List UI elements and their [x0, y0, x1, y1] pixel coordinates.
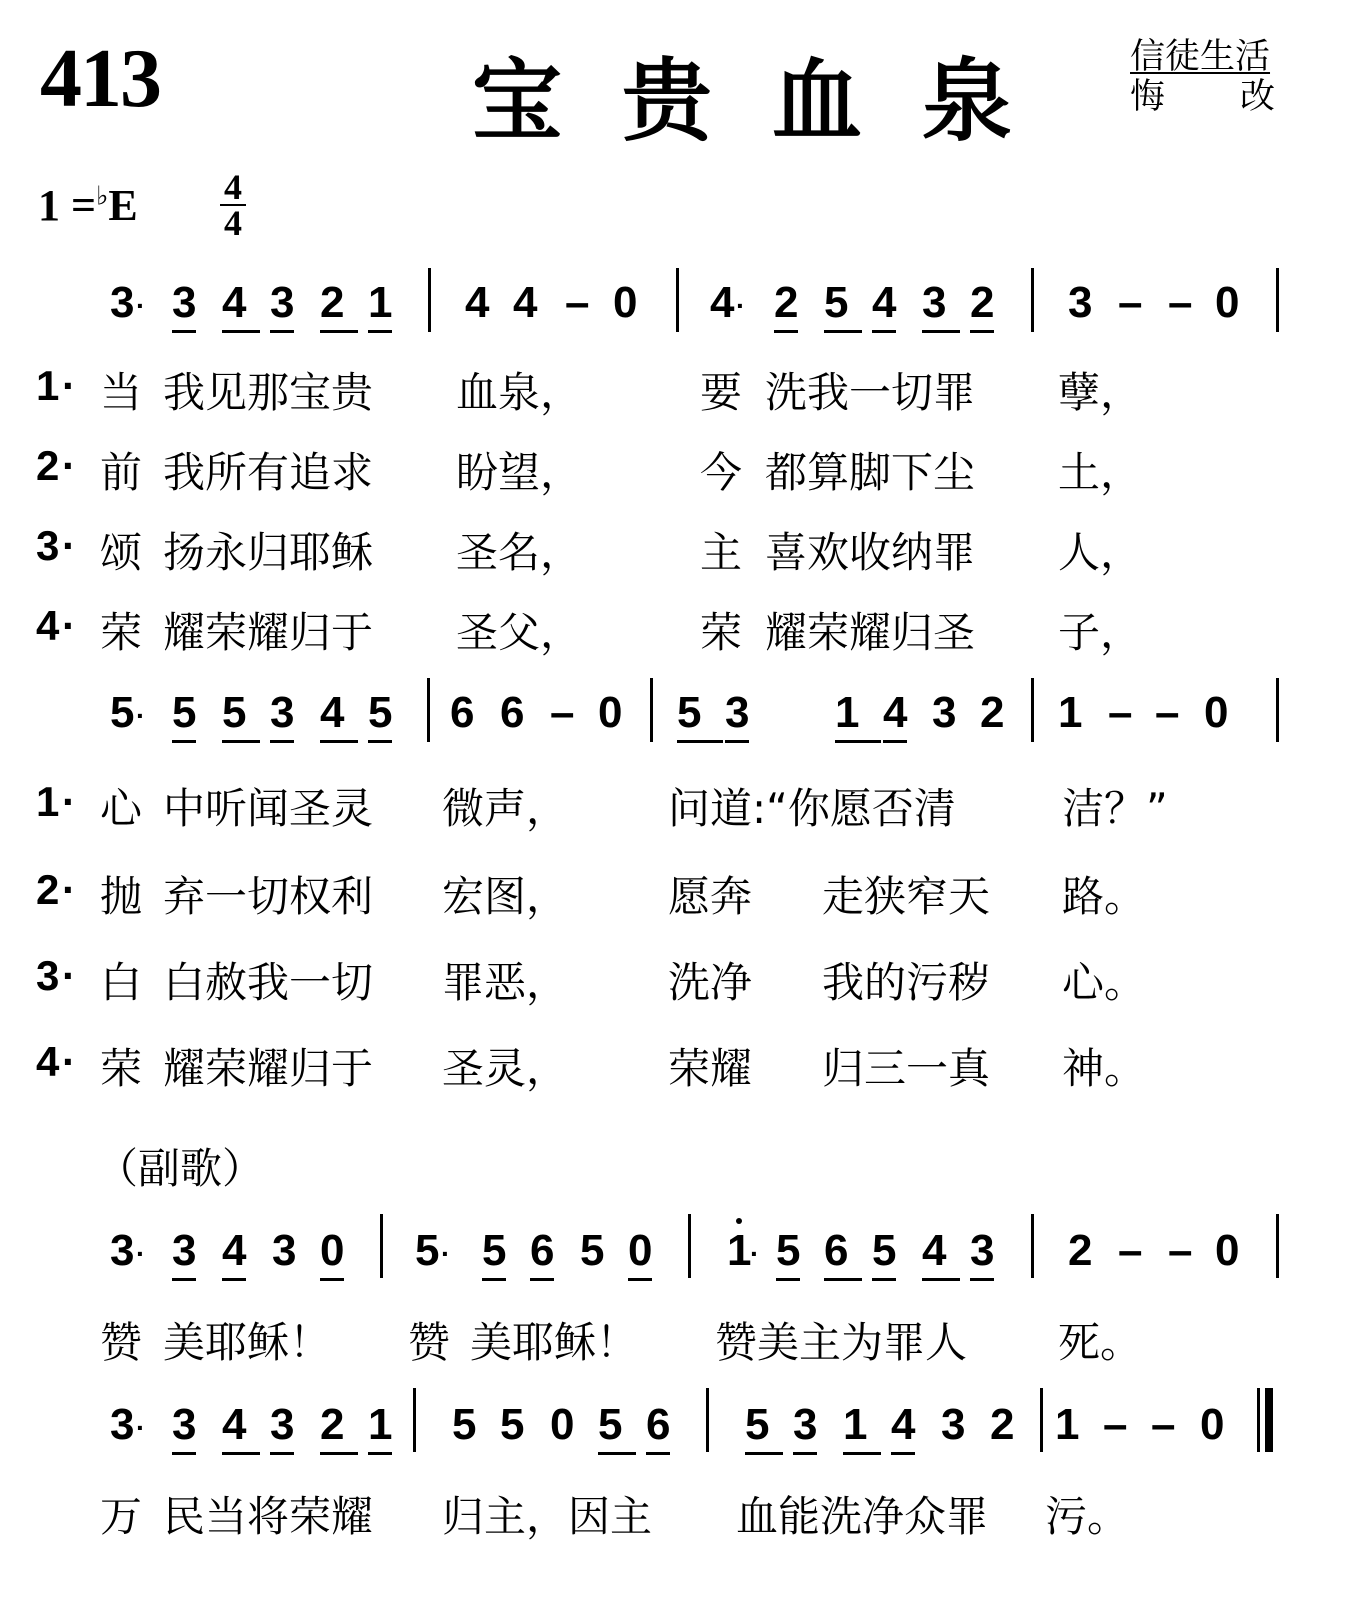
- lyric: 扬永归耶稣: [163, 528, 374, 577]
- rest: 0: [1200, 1400, 1225, 1449]
- lyric: 土，: [1058, 448, 1143, 497]
- lyric: 愿奔: [668, 872, 753, 921]
- lyric: 我见那宝贵: [163, 368, 374, 417]
- dash: –: [1155, 688, 1180, 737]
- key-prefix: 1 =: [38, 181, 97, 230]
- lyric: 白赦我一切: [163, 958, 374, 1007]
- lyric: 民当将荣耀: [163, 1492, 374, 1541]
- bar-line: [1031, 678, 1034, 742]
- lyric: 抛: [100, 872, 143, 921]
- note: 5: [677, 688, 723, 743]
- hymn-title: 宝贵血泉: [472, 49, 1072, 154]
- dot: ·: [441, 1238, 451, 1269]
- rest: 0: [613, 278, 638, 327]
- note: 2: [320, 278, 358, 333]
- lyric: 宏图，: [442, 872, 569, 921]
- note: 6: [450, 688, 475, 737]
- lyric: 都算脚下尘: [765, 448, 976, 497]
- bar-line: [413, 1388, 416, 1452]
- note: 1: [835, 688, 881, 743]
- bar-line: [650, 678, 653, 742]
- note: 4: [222, 1400, 260, 1455]
- dash: –: [1151, 1400, 1176, 1449]
- note: 5: [172, 688, 196, 743]
- note: 2: [990, 1400, 1015, 1449]
- rest: 0: [598, 688, 623, 737]
- dash: –: [1168, 1226, 1193, 1275]
- note: 3: [793, 1400, 817, 1455]
- note: 5: [482, 1226, 506, 1281]
- note: 3: [270, 688, 294, 743]
- verse-dot: ·: [62, 1038, 76, 1085]
- dash: –: [1118, 1226, 1143, 1275]
- note: 5: [776, 1226, 800, 1281]
- lyric: 洁？”: [1062, 784, 1168, 833]
- bar-line: [706, 1388, 709, 1452]
- lyric: 颂: [100, 528, 143, 577]
- dot: ·: [136, 1412, 146, 1443]
- note: 3: [1068, 278, 1093, 327]
- note: 4: [872, 278, 896, 333]
- note: 5: [598, 1400, 636, 1455]
- note: 1: [368, 1400, 392, 1455]
- verse-number: 3: [36, 952, 60, 999]
- dash: –: [565, 278, 590, 327]
- note: 3: [172, 1226, 196, 1281]
- lyric: 荣: [100, 608, 143, 657]
- lyric: 赞: [100, 1318, 143, 1367]
- note: 4: [465, 278, 490, 327]
- dash: –: [1108, 688, 1133, 737]
- note: 4: [922, 1226, 960, 1281]
- note: 4: [320, 688, 358, 743]
- bar-line: [427, 678, 430, 742]
- note: 1: [1055, 1400, 1080, 1449]
- bar-line: [1031, 268, 1034, 332]
- bar-line: [1031, 1214, 1034, 1278]
- note: 5: [222, 688, 260, 743]
- note: 4: [710, 278, 735, 327]
- note: 5: [368, 688, 392, 743]
- note: 4: [222, 278, 260, 333]
- hymn-number: 413: [40, 32, 160, 125]
- time-bottom: 4: [224, 203, 242, 243]
- lyric: 耀荣耀归圣: [765, 608, 976, 657]
- note-high-octave: 1: [727, 1226, 752, 1275]
- note: 6: [530, 1226, 554, 1281]
- lyric: 神。: [1062, 1044, 1147, 1093]
- lyric: 喜欢收纳罪: [765, 528, 976, 577]
- verse-number: 2: [36, 866, 60, 913]
- note: 4: [222, 1226, 246, 1281]
- note: 2: [320, 1400, 358, 1455]
- lyric: 孽，: [1058, 368, 1143, 417]
- rest: 0: [1215, 278, 1240, 327]
- final-bar-thin: [1257, 1388, 1260, 1452]
- note: 3: [970, 1226, 994, 1281]
- verse-dot: ·: [62, 362, 76, 409]
- lyric: 心。: [1062, 958, 1147, 1007]
- note: 2: [970, 278, 994, 333]
- time-top: 4: [224, 167, 242, 207]
- verse-number: 4: [36, 1038, 60, 1085]
- rest: 0: [1204, 688, 1229, 737]
- dot: ·: [750, 1238, 760, 1269]
- note: 1: [843, 1400, 881, 1455]
- note: 3: [270, 1400, 294, 1455]
- final-bar-thick: [1265, 1388, 1273, 1452]
- note: 5: [415, 1226, 440, 1275]
- note: 3: [270, 278, 294, 333]
- lyric: 我所有追求: [163, 448, 374, 497]
- lyric: 血能洗净众罪: [736, 1492, 989, 1541]
- bar-line: [676, 268, 679, 332]
- lyric: 洗我一切罪: [765, 368, 976, 417]
- lyric: 白: [100, 958, 143, 1007]
- lyric: 圣父，: [456, 608, 583, 657]
- lyric: 血泉，: [456, 368, 583, 417]
- lyric: 路。: [1062, 872, 1147, 921]
- note: 5: [452, 1400, 477, 1449]
- lyric: 死。: [1058, 1318, 1143, 1367]
- note: 3: [941, 1400, 966, 1449]
- bar-line: [1040, 1388, 1043, 1452]
- lyric: 归三一真: [822, 1044, 991, 1093]
- rest: 0: [628, 1226, 652, 1281]
- lyric: 当: [100, 368, 143, 417]
- bar-line: [428, 268, 431, 332]
- credit-adapt-second: 改: [1240, 77, 1276, 117]
- lyric: 污。: [1045, 1492, 1130, 1541]
- lyric: 圣名，: [456, 528, 583, 577]
- lyric: 中听闻圣灵: [163, 784, 374, 833]
- note: 3: [922, 278, 960, 333]
- lyric: 赞美主为罪人: [715, 1318, 968, 1367]
- note: 5: [110, 688, 135, 737]
- note: 2: [980, 688, 1005, 737]
- note: 3: [172, 1400, 196, 1455]
- lyric: 主: [700, 528, 743, 577]
- time-signature: [218, 167, 248, 243]
- lyric: 赞: [408, 1318, 451, 1367]
- dash: –: [1118, 278, 1143, 327]
- dot: ·: [136, 700, 146, 731]
- bar-line: [380, 1214, 383, 1278]
- note: 4: [883, 688, 907, 743]
- lyric: 耀荣耀归于: [163, 1044, 374, 1093]
- verse-number: 3: [36, 522, 60, 569]
- lyric: 耀荣耀归于: [163, 608, 374, 657]
- verse-dot: ·: [62, 778, 76, 825]
- flat-accidental: ♭: [96, 181, 109, 211]
- verse-number: 2: [36, 442, 60, 489]
- lyric: 要: [700, 368, 743, 417]
- note: 3: [110, 278, 135, 327]
- note: 5: [872, 1226, 896, 1281]
- lyric: 盼望，: [456, 448, 583, 497]
- bar-line: [1276, 1214, 1279, 1278]
- rest: 0: [320, 1226, 344, 1281]
- lyric: 我的污秽: [822, 958, 991, 1007]
- note: 3: [110, 1226, 135, 1275]
- note: 2: [774, 278, 798, 333]
- note: 4: [513, 278, 538, 327]
- verse-dot: ·: [62, 952, 76, 999]
- dot: ·: [136, 1238, 146, 1269]
- lyric: 圣灵，: [442, 1044, 569, 1093]
- verse-number: 1: [36, 778, 60, 825]
- verse-dot: ·: [62, 442, 76, 489]
- verse-number: 4: [36, 602, 60, 649]
- note: 3: [110, 1400, 135, 1449]
- lyric: 洗净: [668, 958, 753, 1007]
- dot: ·: [736, 290, 746, 321]
- lyric: 归主，因主: [442, 1492, 653, 1541]
- rest: 0: [1215, 1226, 1240, 1275]
- rest: 0: [550, 1400, 575, 1449]
- bar-line: [1276, 678, 1279, 742]
- chorus-label: （副歌）: [96, 1144, 265, 1193]
- verse-dot: ·: [62, 602, 76, 649]
- note: 4: [891, 1400, 915, 1455]
- key-signature: [38, 180, 138, 231]
- note: 6: [824, 1226, 862, 1281]
- lyric: 心: [100, 784, 143, 833]
- note: 6: [646, 1400, 670, 1455]
- note: 1: [368, 278, 392, 333]
- note: 1: [1058, 688, 1083, 737]
- lyric: 荣耀: [668, 1044, 753, 1093]
- lyric: 走狭窄天: [822, 872, 991, 921]
- lyric: 今: [700, 448, 743, 497]
- note: 6: [500, 688, 525, 737]
- lyric: 问道:“你愿否清: [668, 784, 956, 833]
- credit-author: 信徒生活: [1130, 37, 1271, 77]
- lyric: 美耶稣！: [470, 1318, 639, 1367]
- note: 5: [745, 1400, 783, 1455]
- lyric: 荣: [700, 608, 743, 657]
- note: 3: [272, 1226, 297, 1275]
- note: 5: [824, 278, 862, 333]
- lyric: 荣: [100, 1044, 143, 1093]
- verse-dot: ·: [62, 522, 76, 569]
- lyric: 微声，: [442, 784, 569, 833]
- lyric: 子，: [1058, 608, 1143, 657]
- verse-dot: ·: [62, 866, 76, 913]
- lyric: 万: [100, 1492, 143, 1541]
- lyric: 弃一切权利: [163, 872, 374, 921]
- note: 3: [932, 688, 957, 737]
- note: 3: [172, 278, 196, 333]
- dot: ·: [136, 290, 146, 321]
- lyric: 前: [100, 448, 143, 497]
- verse-number: 1: [36, 362, 60, 409]
- bar-line: [1276, 268, 1279, 332]
- note: 3: [725, 688, 749, 743]
- lyric: 人，: [1058, 528, 1143, 577]
- note: 5: [580, 1226, 605, 1275]
- lyric: 罪恶，: [442, 958, 569, 1007]
- credit-adapt-first: 悔: [1130, 77, 1166, 117]
- lyric: 美耶稣！: [163, 1318, 332, 1367]
- key-note: E: [108, 181, 138, 230]
- note: 2: [1068, 1226, 1093, 1275]
- dash: –: [1103, 1400, 1128, 1449]
- bar-line: [688, 1214, 691, 1278]
- note: 5: [500, 1400, 525, 1449]
- dash: –: [550, 688, 575, 737]
- dash: –: [1168, 278, 1193, 327]
